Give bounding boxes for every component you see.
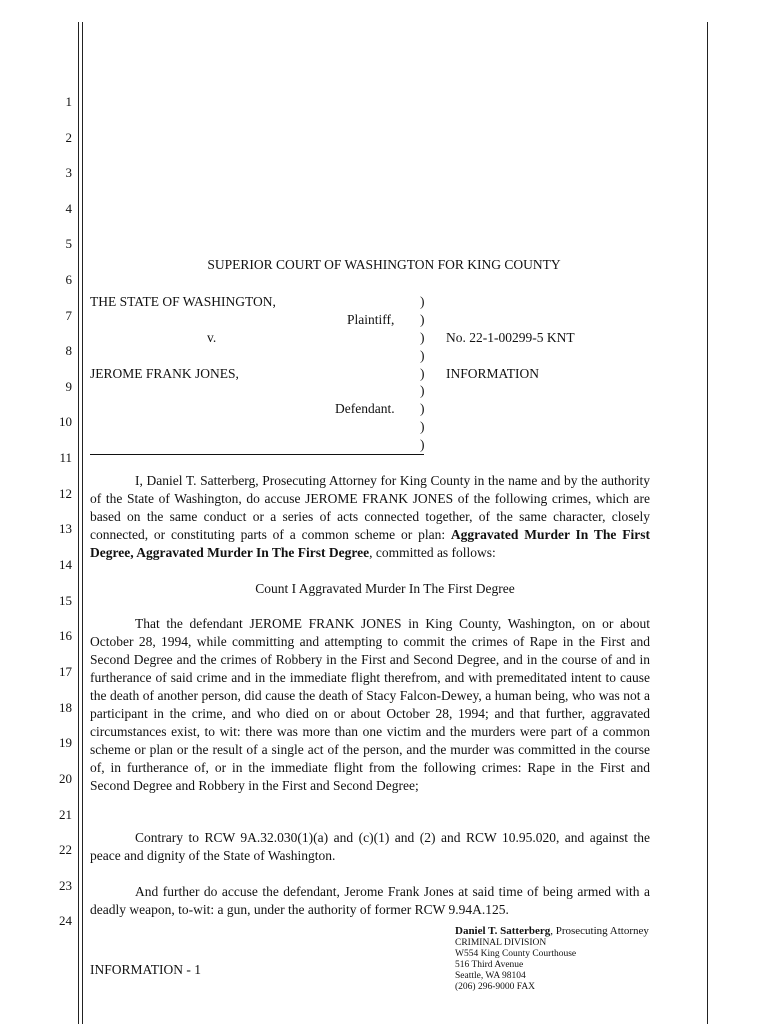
intro-text-2: , committed as follows: bbox=[369, 545, 496, 560]
count-heading: Count I Aggravated Murder In The First Degree bbox=[255, 581, 515, 596]
line-number: 24 bbox=[59, 913, 72, 928]
defendant-label: Defendant. bbox=[335, 401, 395, 416]
contrary-paragraph bbox=[90, 829, 650, 865]
line-number: 4 bbox=[65, 201, 72, 216]
paren: ) bbox=[420, 311, 425, 327]
line-number: 16 bbox=[59, 628, 72, 643]
line-number: 13 bbox=[59, 521, 72, 536]
line-number: 1 bbox=[65, 94, 72, 109]
line-number: 10 bbox=[59, 414, 72, 429]
left-margin-rule-inner bbox=[82, 22, 83, 1024]
further-text: And further do accuse the defendant, Jerome Frank Jones at said time of being armed with a deadly weapon, to-wit: a gun, under the authority of former RCW 9.94A.125. bbox=[90, 884, 650, 917]
case-number: No. 22-1-00299-5 KNT bbox=[446, 330, 575, 345]
paren: ) bbox=[420, 294, 425, 309]
line-number: 3 bbox=[65, 165, 72, 180]
division-text: CRIMINAL DIVISION bbox=[455, 938, 547, 948]
caption-underline bbox=[90, 454, 424, 455]
phone-fax: (206) 296-9000 FAX bbox=[455, 982, 536, 992]
contrary-text: Contrary to RCW 9A.32.030(1)(a) and (c)(1) and (2) and RCW 10.95.020, and against the peace and dignity of the State of Washington. bbox=[90, 830, 650, 863]
paren: ) bbox=[420, 383, 425, 399]
line-number: 9 bbox=[65, 379, 72, 394]
line-number: 20 bbox=[59, 771, 72, 786]
line-number: 19 bbox=[59, 735, 72, 750]
page-footer-label: INFORMATION - 1 bbox=[90, 962, 201, 977]
left-margin-rule-outer bbox=[78, 22, 79, 1024]
intro-paragraph bbox=[90, 472, 650, 562]
paren: ) bbox=[420, 437, 425, 453]
line-number: 17 bbox=[59, 664, 72, 679]
address-line-1: W554 King County Courthouse bbox=[455, 949, 577, 959]
line-number: 21 bbox=[59, 807, 72, 822]
line-number: 14 bbox=[59, 557, 72, 572]
count-text: That the defendant JEROME FRANK JONES in King County, Washington, on or about October 28, 1994, while committing and attempting to commit the crimes of Rape in the First and Second Degree and the crimes of Robbery in the First and Second Degree, and in the course of and in furtherance of said crime and in the immediate flight therefrom, and with premeditated intent to cause the death of another person, did cause the death of Stacy Falcon-Dewey, a human being, who was not a participant in the crime, and who died on or about October 28, 1994; and that further, aggravated circumstances exist, to wit: there was more than one victim and the murders were part of a common scheme or plan or the result of a single act of the person, and the murder was committed in the course of, in furtherance of, or in the immediate flight from the following crimes: Rape in the First and Second Degree and Robbery in the First and Second Degree; bbox=[90, 616, 650, 793]
paren: ) bbox=[420, 329, 425, 345]
line-number: 15 bbox=[59, 593, 72, 608]
line-number: 5 bbox=[65, 236, 72, 251]
attorney-title: , Prosecuting Attorney bbox=[550, 925, 649, 937]
versus-text: v. bbox=[207, 330, 217, 345]
line-number: 12 bbox=[59, 486, 72, 501]
plaintiff-name: THE STATE OF WASHINGTON, bbox=[90, 294, 276, 309]
paren: ) bbox=[420, 347, 425, 363]
count-paragraph bbox=[90, 615, 650, 795]
line-number: 2 bbox=[65, 130, 72, 145]
document-type: INFORMATION bbox=[446, 366, 540, 381]
line-number: 18 bbox=[59, 700, 72, 715]
line-number: 23 bbox=[59, 878, 72, 893]
paren: ) bbox=[420, 365, 425, 381]
charges-text: Aggravated Murder In The First Degree, Aggravated Murder In The First Degree bbox=[90, 527, 650, 560]
line-number: 6 bbox=[65, 272, 72, 287]
defendant-name: JEROME FRANK JONES, bbox=[90, 366, 239, 381]
attorney-block bbox=[455, 925, 705, 993]
line-number: 7 bbox=[65, 308, 72, 323]
right-margin-rule bbox=[707, 22, 708, 1024]
paren: ) bbox=[420, 419, 425, 435]
address-line-2: 516 Third Avenue bbox=[455, 960, 524, 970]
line-number: 11 bbox=[59, 450, 72, 465]
intro-text-1: I, Daniel T. Satterberg, Prosecuting Attorney for King County in the name and by the authority of the State of Washington, do accuse JEROME FRANK JONES of the following crimes, which are based on the same conduct or a series of acts connected together, of the same character, closely connected, or constituting parts of a common scheme or plan: bbox=[90, 473, 650, 542]
address-line-3: Seattle, WA 98104 bbox=[455, 971, 526, 981]
plaintiff-label: Plaintiff, bbox=[347, 312, 395, 327]
caption-paren-column bbox=[420, 293, 425, 454]
line-number: 8 bbox=[65, 343, 72, 358]
court-title: SUPERIOR COURT OF WASHINGTON FOR KING COUNTY bbox=[207, 257, 561, 272]
paren: ) bbox=[420, 401, 425, 417]
line-number: 22 bbox=[59, 842, 72, 857]
further-paragraph bbox=[90, 883, 650, 919]
attorney-name: Daniel T. Satterberg bbox=[455, 925, 551, 937]
